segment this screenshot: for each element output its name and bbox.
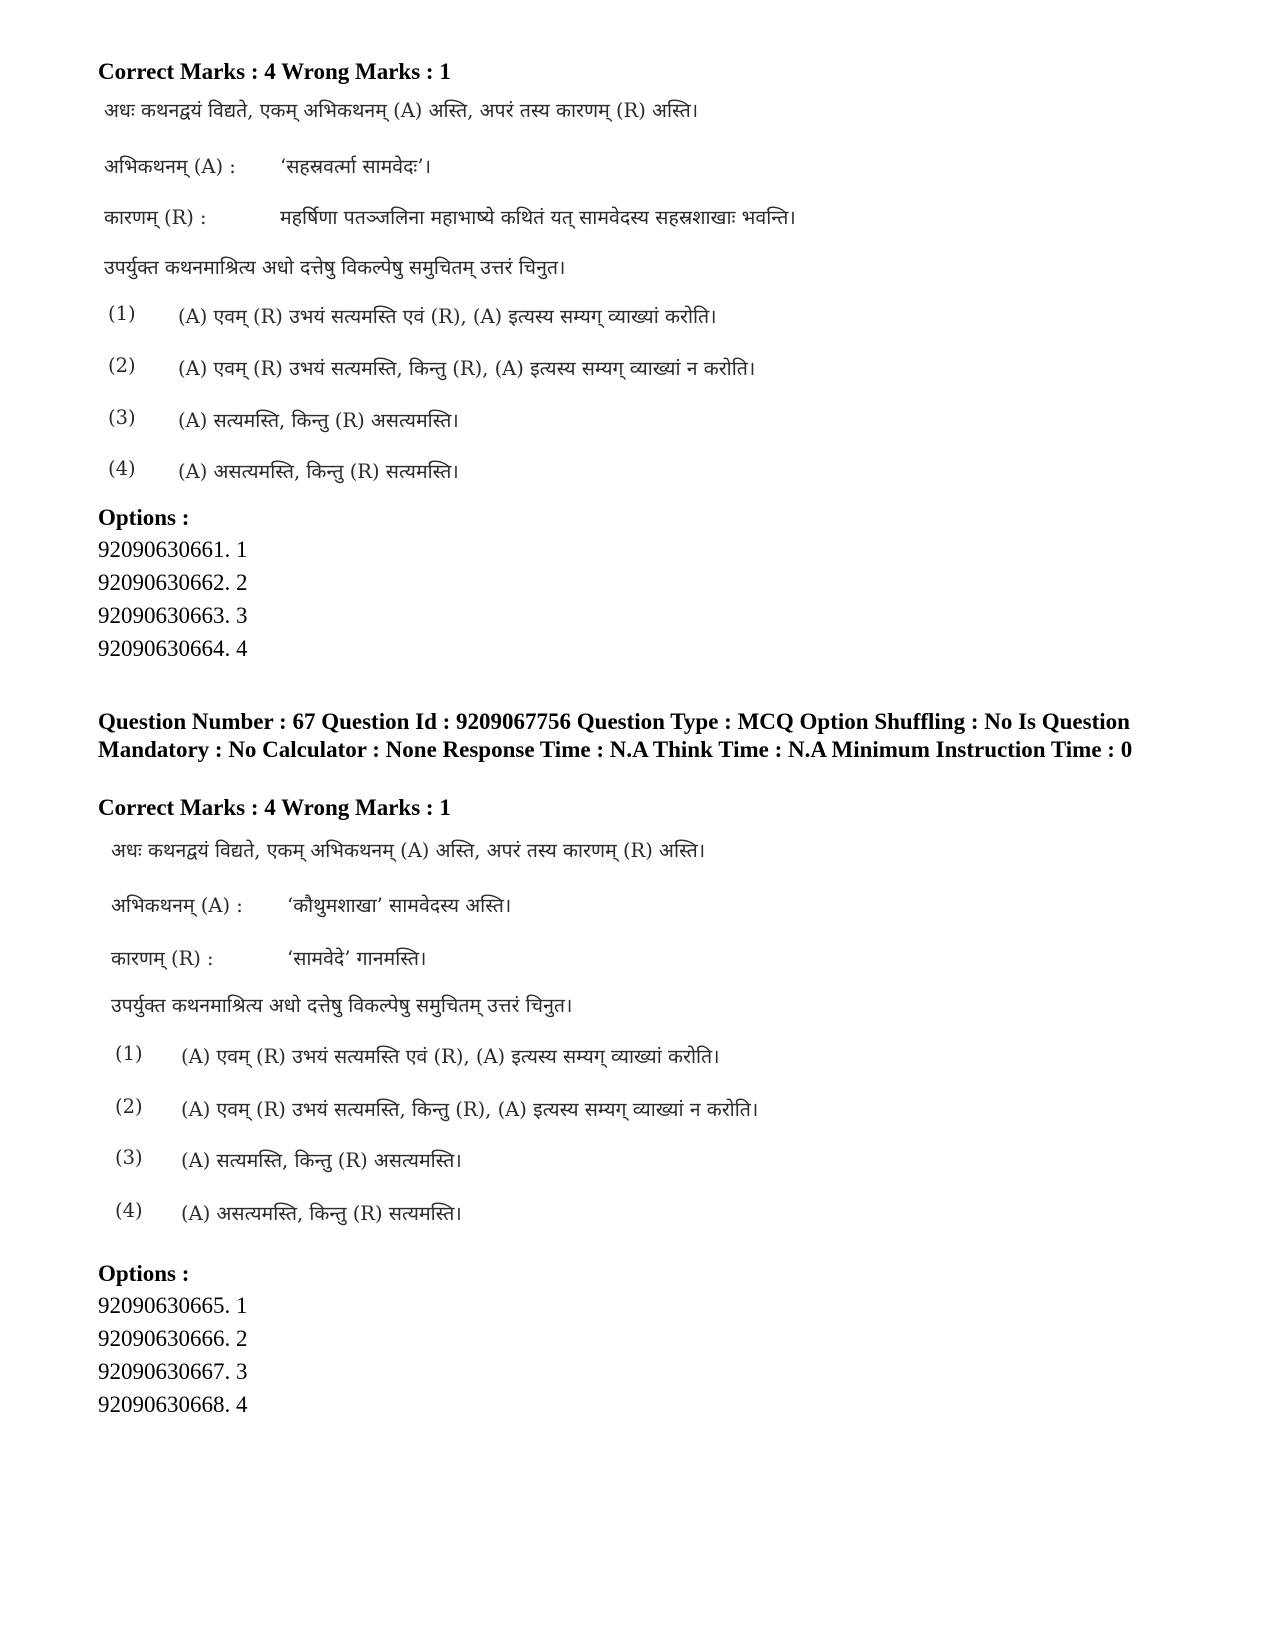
reason-text: महर्षिणा पतञ्जलिना महाभाष्ये कथितं यत् सामवेदस्य सहस्रशाखाः भवन्ति। (280, 206, 796, 229)
assertion-text: ‘सहस्रवर्त्मा सामवेदः’। (280, 155, 431, 178)
option-item: 92090630667. 3 (98, 1359, 248, 1384)
instruction-text: उपर्युक्त कथनमाश्रित्य अधो दत्तेषु विकल्पेषु समुचितम् उत्तरं चिनुत। (111, 994, 573, 1017)
choice-number: (4) (115, 1199, 143, 1222)
assertion-label: अभिकथनम् (A) : (104, 155, 236, 178)
choice-text: (A) असत्यमस्ति, किन्तु (R) सत्यमस्ति। (181, 1202, 462, 1225)
marks-line: Correct Marks : 4 Wrong Marks : 1 (98, 795, 451, 820)
assertion-text: ‘कौथुमशाखा’ सामवेदस्य अस्ति। (287, 894, 512, 917)
option-item: 92090630663. 3 (98, 603, 248, 628)
instruction-text: उपर्युक्त कथनमाश्रित्य अधो दत्तेषु विकल्पेषु समुचितम् उत्तरं चिनुत। (104, 256, 566, 279)
choice-number: (1) (115, 1042, 143, 1065)
choice-number: (4) (108, 457, 136, 480)
question-image (111, 836, 1011, 1236)
options-title: Options : (98, 1261, 190, 1286)
question-header: Question Number : 67 Question Id : 9209067756 Question Type : MCQ Option Shuffling : No Is Question Mandatory : No Calculator : None Response Time : N.A Think Time : N.A Minimum Instruction Time : 0 (98, 709, 1133, 762)
reason-label: कारणम् (R) : (104, 206, 207, 229)
choice-text: (A) एवम् (R) उभयं सत्यमस्ति, किन्तु (R), (A) इत्यस्य सम्यग् व्याख्यां न करोति। (178, 357, 756, 380)
choice-number: (2) (108, 354, 136, 377)
choice-text: (A) एवम् (R) उभयं सत्यमस्ति एवं (R), (A) इत्यस्य सम्यग् व्याख्यां करोति। (181, 1045, 720, 1068)
choice-text: (A) सत्यमस्ति, किन्तु (R) असत्यमस्ति। (178, 409, 459, 432)
option-item: 92090630664. 4 (98, 636, 248, 661)
choice-text: (A) सत्यमस्ति, किन्तु (R) असत्यमस्ति। (181, 1149, 462, 1172)
choice-number: (1) (108, 302, 136, 325)
reason-text: ‘सामवेदे’ गानमस्ति। (287, 947, 427, 970)
question-intro: अधः कथनद्वयं विद्यते, एकम् अभिकथनम् (A) अस्ति, अपरं तस्य कारणम् (R) अस्ति। (104, 99, 699, 122)
option-item: 92090630665. 1 (98, 1293, 248, 1318)
choice-text: (A) एवम् (R) उभयं सत्यमस्ति, किन्तु (R), (A) इत्यस्य सम्यग् व्याख्यां न करोति। (181, 1098, 759, 1121)
choice-text: (A) असत्यमस्ति, किन्तु (R) सत्यमस्ति। (178, 460, 459, 483)
question-intro: अधः कथनद्वयं विद्यते, एकम् अभिकथनम् (A) अस्ति, अपरं तस्य कारणम् (R) अस्ति। (111, 839, 706, 862)
option-item: 92090630668. 4 (98, 1392, 248, 1417)
question-image (104, 96, 1004, 486)
reason-label: कारणम् (R) : (111, 947, 214, 970)
option-item: 92090630666. 2 (98, 1326, 248, 1351)
option-item: 92090630662. 2 (98, 570, 248, 595)
choice-number: (3) (115, 1146, 143, 1169)
choice-number: (3) (108, 406, 136, 429)
choice-text: (A) एवम् (R) उभयं सत्यमस्ति एवं (R), (A) इत्यस्य सम्यग् व्याख्यां करोति। (178, 305, 717, 328)
option-item: 92090630661. 1 (98, 537, 248, 562)
marks-line: Correct Marks : 4 Wrong Marks : 1 (98, 59, 451, 84)
options-title: Options : (98, 505, 190, 530)
choice-number: (2) (115, 1095, 143, 1118)
assertion-label: अभिकथनम् (A) : (111, 894, 243, 917)
